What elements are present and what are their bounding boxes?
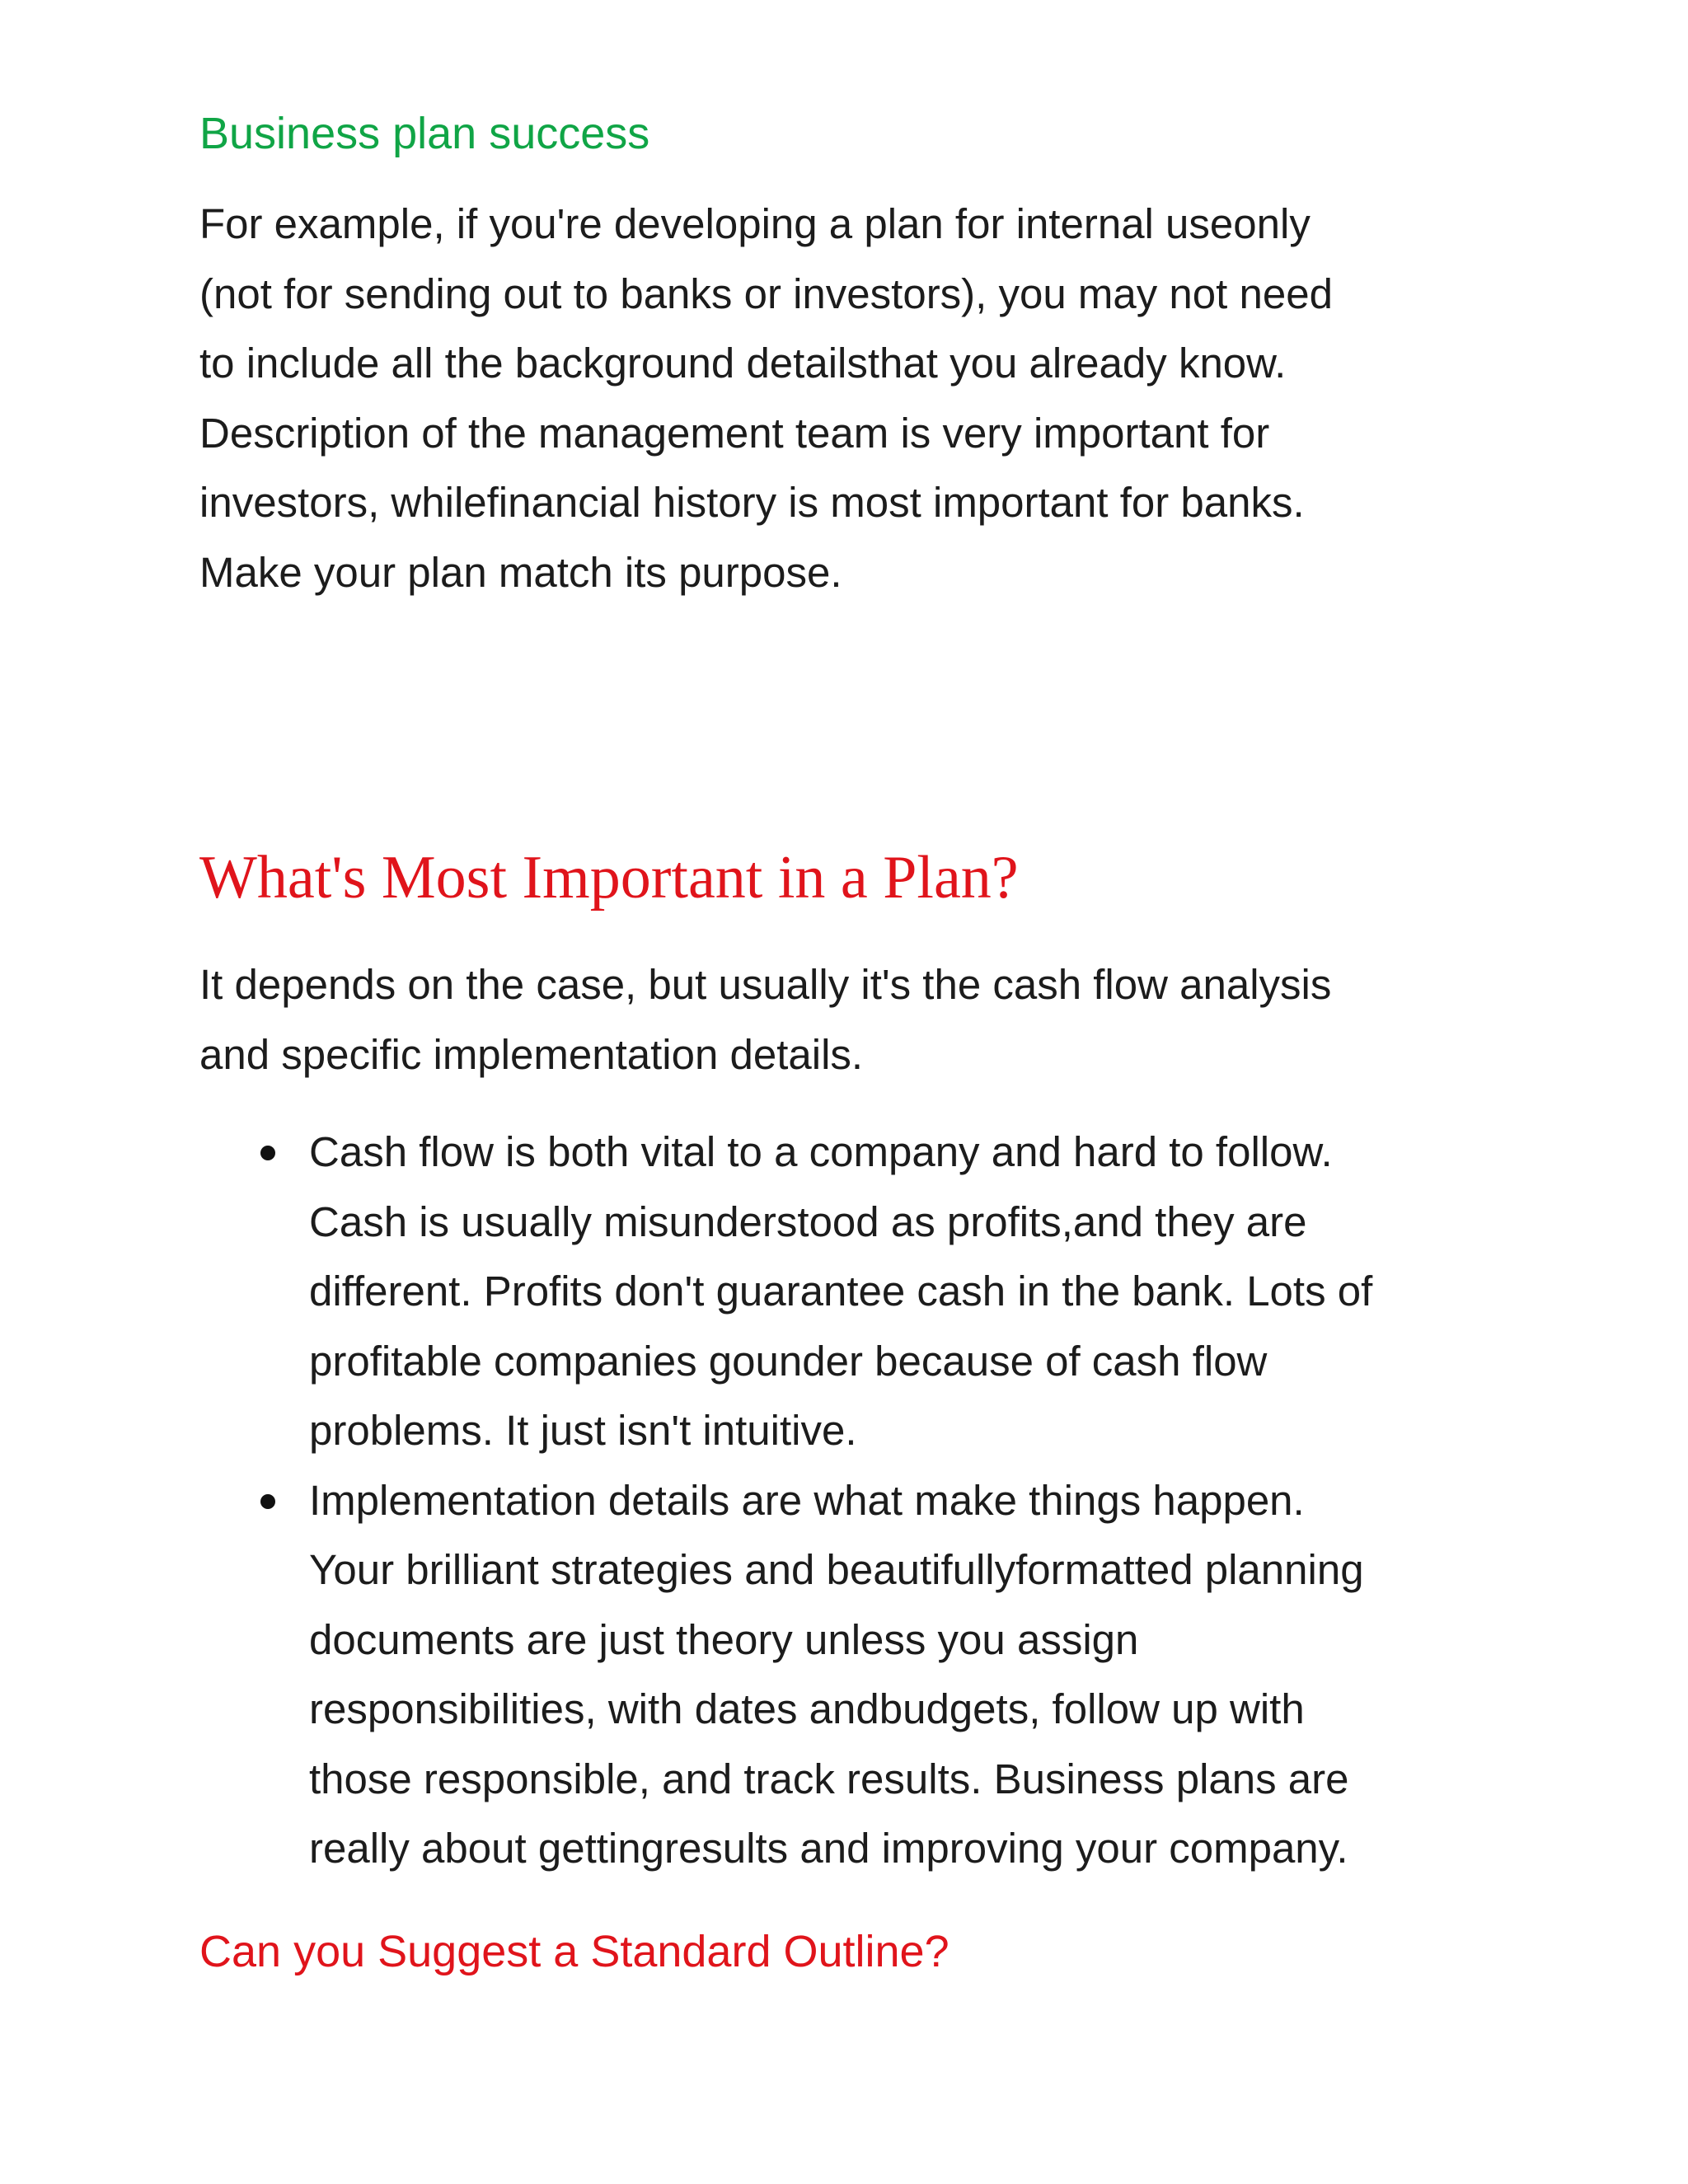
paragraph-line: For example, if you're developing a plan for internal useonly [199,200,1311,247]
list-item-implementation [199,1466,1518,1884]
section-heading-business-plan-success: Business plan success [199,109,650,158]
list-item-line: Your brilliant strategies and beautifullyformatted planning [309,1546,1364,1593]
bullet-list [199,1118,1518,1884]
paragraph-line: It depends on the case, but usually it's the cash flow analysis [199,961,1332,1008]
paragraph-line: and specific implementation details. [199,1030,864,1078]
list-item-line: Cash flow is both vital to a company and hard to follow. [309,1128,1333,1175]
list-item-line: different. Profits don't guarantee cash in the bank. Lots of [309,1268,1373,1315]
list-item-line: responsibilities, with dates andbudgets, follow up with [309,1685,1305,1732]
list-item-line: Cash is usually misunderstood as profits,and they are [309,1197,1307,1245]
bullet-dot-icon [260,1494,275,1509]
paragraph-intro [199,950,1518,1090]
list-item-line: problems. It just isn't intuitive. [309,1407,857,1454]
list-item-line: profitable companies gounder because of cash flow [309,1337,1268,1385]
paragraph-line: Description of the management team is very important for [199,409,1270,457]
list-item-cash-flow [199,1118,1518,1466]
section-business-plan-success [199,99,1502,607]
section-heading-most-important: What's Most Important in a Plan? [199,844,1019,912]
list-item-line: documents are just theory unless you assign [309,1615,1139,1663]
list-item-line: those responsible, and track results. Business plans are [309,1755,1349,1802]
section-heading-standard-outline: Can you Suggest a Standard Outline? [199,1927,950,1976]
list-item-line: Implementation details are what make things happen. [309,1476,1305,1524]
list-item-line: really about gettingresults and improving your company. [309,1825,1348,1872]
bullet-dot-icon [260,1146,275,1160]
paragraph-line: investors, whilefinancial history is most important for banks. [199,479,1305,526]
paragraph-line: Make your plan match its purpose. [199,548,842,596]
paragraph-line: to include all the background detailsthat you already know. [199,340,1287,387]
section-most-important-body [199,950,1518,1884]
paragraph-plan-purpose [199,190,1502,607]
paragraph-line: (not for sending out to banks or investors), you may not need [199,269,1333,317]
